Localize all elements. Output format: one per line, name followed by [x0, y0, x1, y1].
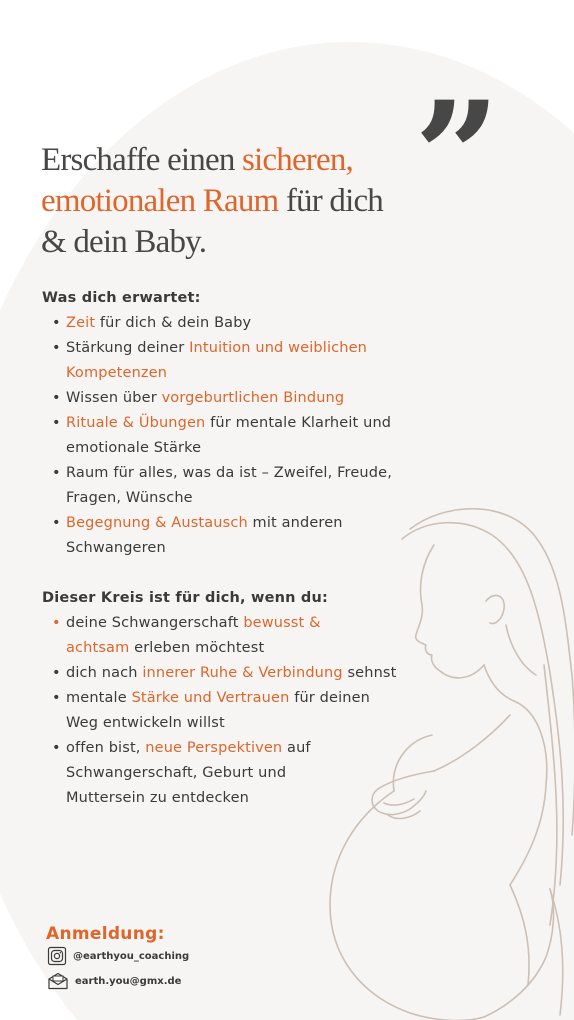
list-item-text: offen bist,	[66, 740, 146, 756]
list-item-accent: bewusst & achtsam	[66, 615, 321, 656]
section-title-expectations: Was dich erwartet:	[42, 290, 201, 306]
instagram-contact[interactable]	[47, 946, 189, 966]
list-item-text: mit anderen Schwangeren	[66, 515, 343, 556]
list-item-text: auf Schwangerschaft, Geburt und Muttersein zu entdecken	[66, 740, 311, 806]
list-item	[50, 661, 440, 686]
list-item-text: Wissen über	[66, 390, 162, 406]
list-item-accent: neue Perspektiven	[145, 740, 283, 756]
list-item	[50, 686, 405, 736]
email-contact[interactable]	[47, 971, 181, 991]
instagram-icon	[47, 946, 67, 966]
list-item-text: für deinen Weg entwickeln willst	[66, 690, 371, 731]
list-item	[50, 461, 422, 511]
headline-accent: sicheren,	[241, 142, 353, 178]
list-item-text: für dich & dein Baby	[95, 315, 252, 331]
list-item	[50, 336, 410, 386]
registration-title: Anmeldung:	[46, 924, 165, 944]
list-item-accent: vorgeburtlichen Bindung	[161, 390, 345, 406]
headline-part: Erschaffe einen	[41, 142, 242, 178]
list-item-accent: Zeit	[66, 315, 96, 331]
email-address[interactable]: earth.you@gmx.de	[75, 975, 182, 987]
headline	[41, 140, 441, 263]
list-item-text: Stärkung deiner	[66, 340, 190, 356]
list-item-text: dich nach	[66, 665, 143, 681]
list-item-accent: Intuition und weiblichen Kompetenzen	[66, 340, 368, 381]
list-item	[50, 411, 430, 461]
headline-part: für dich	[278, 183, 384, 219]
list-item-text: für mentale Klarheit und emotionale Stärke	[66, 415, 392, 456]
section-title-audience: Dieser Kreis ist für dich, wenn du:	[42, 590, 329, 606]
email-icon	[47, 972, 69, 990]
list-item-text: mentale	[66, 690, 132, 706]
quote-icon: ”	[414, 69, 493, 245]
headline-accent: emotionalen Raum	[41, 183, 279, 219]
list-item-accent: Stärke und Vertrauen	[131, 690, 290, 706]
list-item-accent: Rituale & Übungen	[66, 415, 206, 431]
list-item-text: sehnst	[342, 665, 397, 681]
expectations-list	[50, 311, 440, 561]
audience-list	[50, 611, 440, 811]
list-item-accent: innerer Ruhe & Verbindung	[142, 665, 343, 681]
list-item-text: deine Schwangerschaft	[66, 615, 244, 631]
list-item	[50, 611, 355, 661]
list-item	[50, 511, 380, 561]
list-item-accent: Begegnung & Austausch	[66, 515, 248, 531]
list-item-text: erleben möchtest	[129, 640, 265, 656]
list-item	[50, 736, 350, 811]
list-item	[50, 311, 440, 336]
instagram-handle[interactable]: @earthyou_coaching	[73, 950, 190, 962]
list-item-text: Raum für alles, was da ist – Zweifel, Freude, Fragen, Wünsche	[66, 465, 392, 506]
headline-part: & dein Baby.	[41, 224, 207, 260]
list-item	[50, 386, 440, 411]
